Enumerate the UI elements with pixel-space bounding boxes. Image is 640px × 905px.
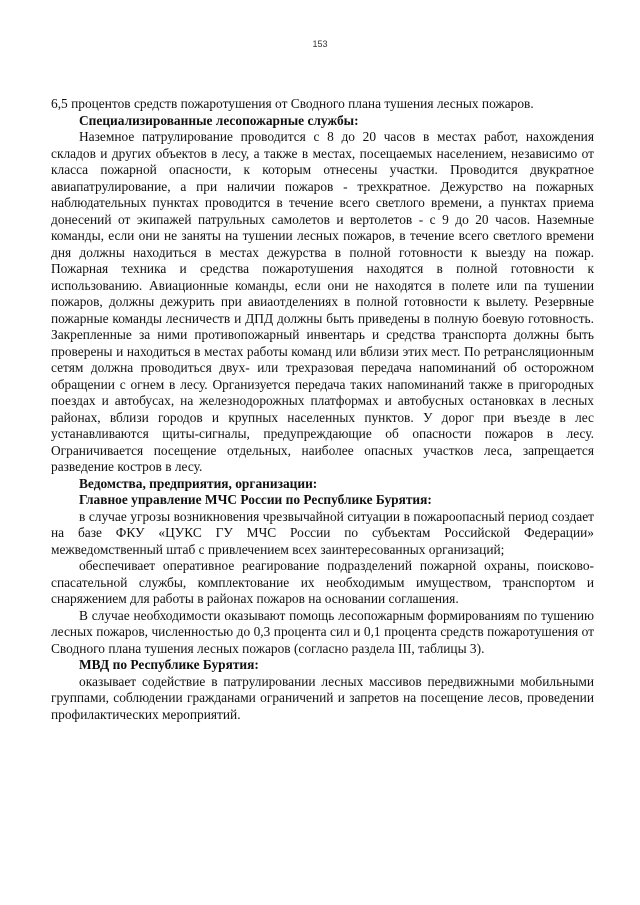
paragraph-mchs-assistance: В случае необходимости оказывают помощь лесопожарным формированиям по тушению лесных пожаров, численностью до 0,3 процента сил и 0,1 процента средств пожаротушения от Сводного плана тушения лесных пожаров (согласно раздела III, таблицы 3).	[51, 607, 594, 656]
heading-mchs: Главное управление МЧС России по Республике Бурятия:	[79, 492, 432, 507]
paragraph-mvd-support: оказывает содействие в патрулировании лесных массивов передвижными мобильными группами, соблюдении гражданами ограничений и запретов на посещение лесов, проведении профилактических мероприятий.	[51, 673, 594, 722]
heading-mvd: МВД по Республике Бурятия:	[79, 657, 259, 672]
paragraph-mchs-headquarters: в случае угрозы возникновения чрезвычайной ситуации в пожароопасный период создает на базе ФКУ «ЦУКС ГУ МЧС России по субъектам Российской Федерации» межведомственный штаб с привлечением всех заинтересованных организаций;	[51, 508, 594, 557]
paragraph-patrol-duties: Наземное патрулирование проводится с 8 до 20 часов в местах работ, нахождения складов и других объектов в лесу, а также в местах, посещаемых населением, независимо от класса пожарной опасности, к которым отнесены участки. Проводится двукратное авиапатрулирование, а при наличии пожаров - трехкратное. Дежурство на пожарных наблюдательных пунктах проводится в течение всего светлого времени, а пунктах приема донесений от экипажей патрульных самолетов и вертолетов - с 9 до 20 часов. Наземные команды, если они не заняты на тушении лесных пожаров, в течение всего светлого времени дня должны находиться в местах дежурства в полной готовности к выезду на пожар. Пожарная техника и средства пожаротушения находятся в полной готовности к использованию. Авиационные команды, если они не находятся в полете или па тушении пожаров, должны дежурить при авиаотделениях в полной готовности к вылету. Резервные пожарные команды лесничеств и ДПД должны быть приведены в полную боевую готовность. Закрепленные за ними противопожарный инвентарь и средства транспорта должны быть проверены и находиться в местах работы команд или вблизи этих мест. По ретрансляционным сетям должна проводиться двух- или трехразовая передача напоминаний об осторожном обращении с огнем в лесу. Организуется передача таких напоминаний также в пригородных поездах и автобусах, на железнодорожных платформах и автобусных остановках в лесных районах, вблизи городов и крупных населенных пунктов. У дорог при въезде в лес устанавливаются щиты-сигналы, предупреждающие об опасности пожаров в лесу. Ограничивается посещение отдельных, наиболее опасных участков леса, запрещается разведение костров в лесу.	[51, 129, 594, 474]
paragraph-mchs-response: обеспечивает оперативное реагирование подразделений пожарной охраны, поисково-спасательной службы, комплектование их необходимым имуществом, транспортом и снаряжением для работы в районах пожаров на основании соглашения.	[51, 558, 594, 606]
page-content	[51, 96, 594, 723]
paragraph-intro: 6,5 процентов средств пожаротушения от Сводного плана тушения лесных пожаров.	[51, 96, 534, 111]
heading-specialized-services: Специализированные лесопожарные службы:	[79, 112, 359, 128]
heading-agencies: Ведомства, предприятия, организации:	[79, 475, 318, 491]
page-number: 153	[312, 39, 328, 49]
